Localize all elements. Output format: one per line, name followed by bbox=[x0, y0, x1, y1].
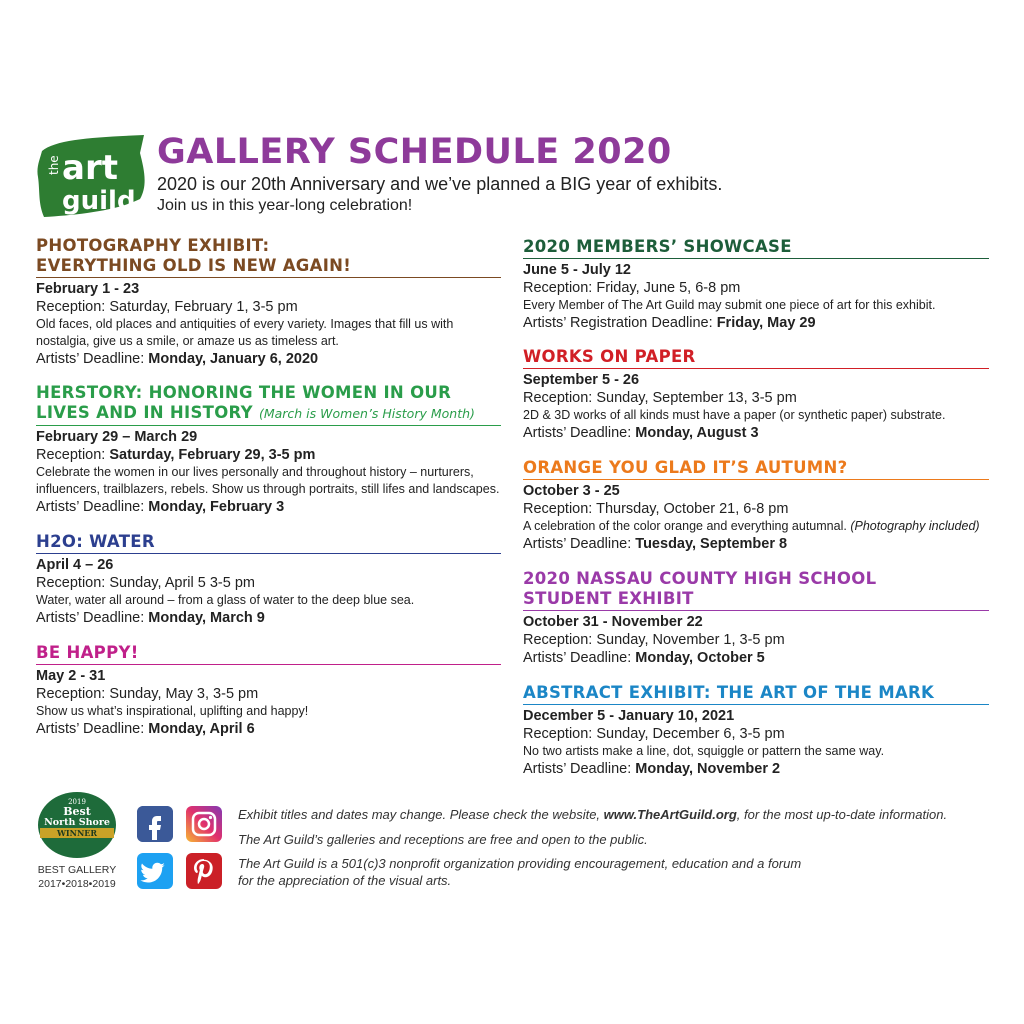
exhibit-orange-autumn bbox=[523, 458, 989, 553]
exhibit-reception: Reception: Sunday, September 13, 3-5 pm bbox=[523, 390, 797, 406]
exhibit-deadline bbox=[523, 535, 989, 553]
exhibit-reception bbox=[36, 446, 501, 464]
exhibit-title-line-2: LIVES AND IN HISTORY bbox=[36, 403, 253, 422]
deadline-label: Artists’ Deadline: bbox=[523, 761, 632, 777]
title-divider bbox=[523, 258, 989, 259]
exhibit-dates: October 3 - 25 bbox=[523, 483, 620, 499]
title-divider bbox=[36, 664, 501, 665]
badge-caption-line-1: BEST GALLERY bbox=[37, 864, 117, 876]
exhibit-h2o-water bbox=[36, 532, 501, 627]
deadline-value: Friday, May 29 bbox=[716, 315, 816, 331]
exhibit-description-1: Water, water all around – from a glass of water to the deep blue sea. bbox=[36, 593, 415, 607]
deadline-label: Artists’ Deadline: bbox=[36, 610, 145, 626]
exhibit-description-2: nostalgia, give us a smile, or amaze us as timeless art. bbox=[36, 334, 339, 348]
exhibit-title-line-1: HERSTORY: HONORING THE WOMEN IN OUR bbox=[36, 383, 452, 402]
twitter-icon[interactable] bbox=[137, 853, 173, 889]
reception-value: Saturday, February 29, 3-5 pm bbox=[109, 447, 316, 463]
footer-free-note: The Art Guild’s galleries and receptions are free and open to the public. bbox=[238, 832, 648, 847]
deadline-label: Artists’ Deadline: bbox=[36, 721, 145, 737]
exhibit-title bbox=[36, 383, 501, 425]
exhibit-deadline bbox=[523, 424, 989, 442]
deadline-label: Artists’ Deadline: bbox=[523, 650, 632, 666]
deadline-label: Artists’ Deadline: bbox=[36, 351, 145, 367]
intro-line-2: Join us in this year-long celebration! bbox=[157, 197, 413, 214]
exhibit-description-1: Old faces, old places and antiquities of every variety. Images that fill us with bbox=[36, 317, 454, 331]
website-link[interactable]: www.TheArtGuild.org bbox=[603, 807, 737, 822]
deadline-value: Monday, April 6 bbox=[148, 721, 255, 737]
title-divider bbox=[36, 277, 501, 278]
exhibit-deadline bbox=[36, 720, 501, 738]
exhibit-deadline bbox=[523, 649, 989, 667]
title-divider bbox=[36, 425, 501, 426]
reception-label: Reception: bbox=[523, 280, 593, 296]
reception-label: Reception: bbox=[36, 447, 106, 463]
exhibit-nassau-student bbox=[523, 569, 989, 667]
footer-line-1-post: , for the most up-to-date information. bbox=[736, 807, 948, 822]
badge-winner: WINNER bbox=[56, 828, 98, 838]
exhibit-dates: October 31 - November 22 bbox=[523, 614, 703, 630]
exhibit-title: 2020 MEMBERS’ SHOWCASE bbox=[523, 237, 792, 256]
footer-line-1-pre: Exhibit titles and dates may change. Please check the website, bbox=[238, 807, 601, 822]
exhibit-photography bbox=[36, 236, 501, 368]
exhibit-title: H2O: WATER bbox=[36, 532, 155, 551]
deadline-value: Monday, March 9 bbox=[148, 610, 265, 626]
exhibit-description bbox=[523, 518, 989, 535]
exhibit-reception bbox=[523, 279, 989, 297]
exhibit-description-1: No two artists make a line, dot, squiggle or pattern the same way. bbox=[523, 744, 885, 758]
exhibit-members-showcase bbox=[523, 237, 989, 332]
exhibit-dates: September 5 - 26 bbox=[523, 372, 640, 388]
intro-line-1: 2020 is our 20th Anniversary and we’ve planned a BIG year of exhibits. bbox=[157, 174, 723, 194]
badge-region: North Shore bbox=[44, 817, 110, 828]
exhibit-title-line-1: 2020 NASSAU COUNTY HIGH SCHOOL bbox=[523, 569, 877, 588]
badge-year: 2019 bbox=[68, 798, 86, 806]
exhibit-description-1: A celebration of the color orange and everything autumnal. bbox=[523, 519, 847, 533]
exhibit-works-on-paper bbox=[523, 347, 989, 442]
exhibit-abstract bbox=[523, 683, 989, 778]
exhibit-reception: Reception: Thursday, October 21, 6-8 pm bbox=[523, 501, 789, 517]
exhibit-dates: February 1 - 23 bbox=[36, 281, 140, 297]
exhibit-description-2: influencers, trailblazers, rebels. Show us through portraits, still lifes and landscapes. bbox=[36, 482, 500, 496]
deadline-value: Monday, January 6, 2020 bbox=[148, 351, 319, 367]
exhibit-dates: February 29 – March 29 bbox=[36, 429, 198, 445]
exhibit-reception: Reception: Saturday, February 1, 3-5 pm bbox=[36, 299, 298, 315]
footer-nonprofit-line-1: The Art Guild is a 501(c)3 nonprofit organization providing encouragement, education and a forum bbox=[238, 856, 802, 871]
exhibit-dates: June 5 - July 12 bbox=[523, 262, 631, 278]
footer-website-note bbox=[238, 806, 998, 823]
deadline-value: Tuesday, September 8 bbox=[635, 536, 788, 552]
exhibit-deadline bbox=[523, 314, 989, 332]
logo-word-guild: guild bbox=[62, 186, 136, 216]
footer-nonprofit-line-2: for the appreciation of the visual arts. bbox=[238, 873, 452, 888]
deadline-label: Artists’ Deadline: bbox=[36, 499, 145, 515]
exhibit-description-1: Celebrate the women in our lives personally and throughout history – nurturers, bbox=[36, 465, 474, 479]
logo-word-art: art bbox=[62, 148, 118, 188]
badge-caption-line-2: 2017•2018•2019 bbox=[38, 878, 116, 890]
exhibit-deadline bbox=[523, 760, 989, 778]
exhibit-title-subtitle: (March is Women’s History Month) bbox=[258, 406, 475, 421]
exhibit-dates: December 5 - January 10, 2021 bbox=[523, 708, 735, 724]
best-of-north-shore-badge bbox=[36, 790, 118, 860]
deadline-label: Artists’ Registration Deadline: bbox=[523, 315, 713, 331]
exhibit-reception: Reception: Sunday, April 5 3-5 pm bbox=[36, 575, 255, 591]
exhibit-title bbox=[523, 569, 989, 610]
deadline-value: Monday, November 2 bbox=[635, 761, 781, 777]
exhibit-title-line-2: EVERYTHING OLD IS NEW AGAIN! bbox=[36, 256, 352, 275]
exhibit-title: ORANGE YOU GLAD IT’S AUTUMN? bbox=[523, 458, 848, 477]
deadline-label: Artists’ Deadline: bbox=[523, 536, 632, 552]
instagram-icon[interactable] bbox=[186, 806, 222, 842]
exhibit-description-1: Every Member of The Art Guild may submit one piece of art for this exhibit. bbox=[523, 298, 936, 312]
title-divider bbox=[36, 553, 501, 554]
exhibit-title-line-2-wrap bbox=[36, 403, 501, 424]
logo-word-the: the bbox=[47, 155, 61, 175]
exhibit-reception: Reception: Sunday, November 1, 3-5 pm bbox=[523, 632, 785, 648]
deadline-value: Monday, August 3 bbox=[635, 425, 759, 441]
page-title: GALLERY SCHEDULE 2020 bbox=[157, 132, 672, 172]
art-guild-logo bbox=[36, 133, 148, 219]
title-divider bbox=[523, 479, 989, 480]
exhibit-title: BE HAPPY! bbox=[36, 643, 139, 662]
deadline-value: Monday, February 3 bbox=[148, 499, 285, 515]
schedule-left-column bbox=[36, 236, 501, 738]
exhibit-description-1: Show us what’s inspirational, uplifting and happy! bbox=[36, 704, 309, 718]
schedule-right-column bbox=[523, 236, 989, 778]
title-divider bbox=[523, 704, 989, 705]
exhibit-title: ABSTRACT EXHIBIT: THE ART OF THE MARK bbox=[523, 683, 935, 702]
deadline-label: Artists’ Deadline: bbox=[523, 425, 632, 441]
exhibit-title bbox=[36, 236, 501, 277]
exhibit-be-happy bbox=[36, 643, 501, 738]
reception-value: Friday, June 5, 6-8 pm bbox=[596, 280, 741, 296]
exhibit-reception: Reception: Sunday, December 6, 3-5 pm bbox=[523, 726, 785, 742]
exhibit-description-1: 2D & 3D works of all kinds must have a paper (or synthetic paper) substrate. bbox=[523, 408, 946, 422]
exhibit-reception: Reception: Sunday, May 3, 3-5 pm bbox=[36, 686, 259, 702]
exhibit-title-line-2: STUDENT EXHIBIT bbox=[523, 589, 694, 608]
exhibit-deadline bbox=[36, 350, 501, 368]
exhibit-title: WORKS ON PAPER bbox=[523, 347, 696, 366]
exhibit-title-line-1: PHOTOGRAPHY EXHIBIT: bbox=[36, 236, 270, 255]
exhibit-deadline bbox=[36, 498, 501, 516]
exhibit-herstory bbox=[36, 383, 501, 516]
exhibit-description-italic: (Photography included) bbox=[850, 519, 980, 533]
deadline-value: Monday, October 5 bbox=[635, 650, 765, 666]
exhibit-deadline bbox=[36, 609, 501, 627]
exhibit-dates: May 2 - 31 bbox=[36, 668, 106, 684]
title-divider bbox=[523, 610, 989, 611]
exhibit-dates: April 4 – 26 bbox=[36, 557, 114, 573]
title-divider bbox=[523, 368, 989, 369]
badge-caption bbox=[36, 863, 118, 891]
facebook-icon[interactable] bbox=[137, 806, 173, 842]
pinterest-icon[interactable] bbox=[186, 853, 222, 889]
badge-best: Best bbox=[63, 805, 91, 818]
